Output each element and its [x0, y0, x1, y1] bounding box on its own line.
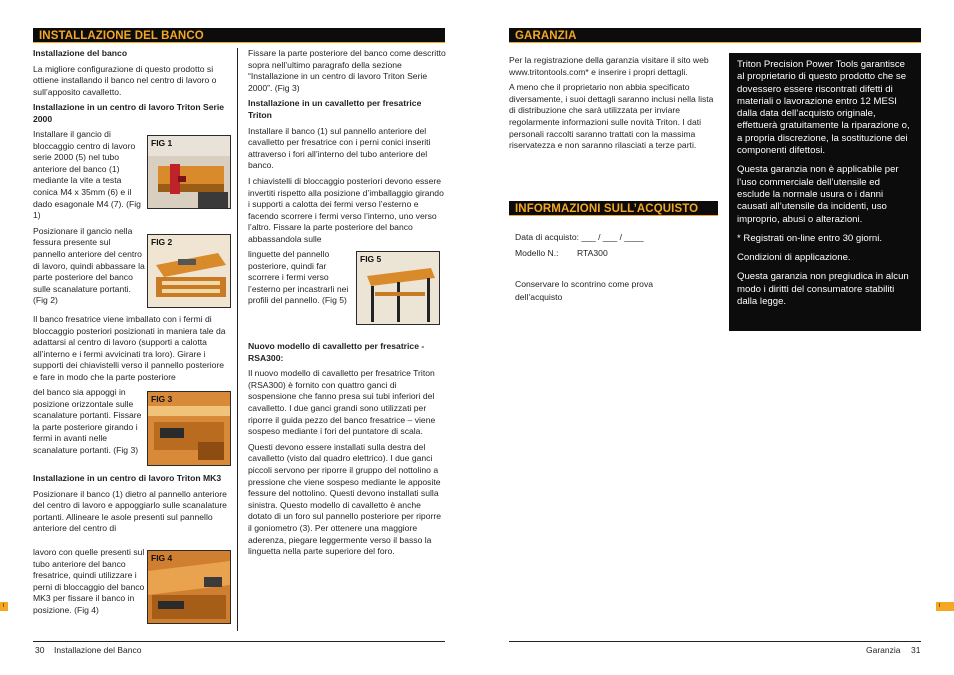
paragraph: * Registrati on-line entro 30 giorni. [737, 232, 883, 244]
footer-rule [33, 641, 445, 642]
col1-intro [33, 48, 231, 130]
paragraph: Condizioni di applicazione. [737, 252, 851, 264]
paragraph: La migliore configurazione di questo prodotto si ottiene installando il banco nel centro di lavoro o sull’apposito cavalletto. [33, 63, 217, 97]
section-header-acquisto: INFORMAZIONI SULL’ACQUISTO [509, 201, 718, 216]
figure-1 [147, 135, 231, 209]
col1-fig4-text [33, 547, 146, 621]
paragraph: I chiavistelli di bloccaggio posteriori devono essere invertiti rispetto alla posizione d’imballaggio girando i supporti a calotta dei fermi verso l’esterno e facendo scorrere i fermi verso l’interno, uno verso l’altro. Fissare la parte posteriore del banco abbassandola sulle [248, 175, 444, 244]
paragraph: lavoro con quelle presenti sul tubo anteriore del banco fresatrice, quindi utilizzare i perni di bloccaggio del banco MK3 per fissare il banco in posizione. (Fig 4) [33, 547, 145, 615]
paragraph: Questa garanzia non è applicabile per l’uso commerciale dell’utensile ed esclude la normale usura o i danni causati all’utensile da incidenti, uso improprio, abusi o alterazioni. [737, 164, 899, 225]
figure-label: FIG 1 [151, 138, 173, 148]
paragraph: Fissare la parte posteriore del banco come descritto sopra nell’ultimo paragrafo della sezione “Installazione in un centro di lavoro Triton Serie 2000”. (Fig 3) [248, 48, 446, 93]
keep-receipt-note: Conservare lo scontrino come prova dell’acquisto [515, 279, 654, 302]
paragraph: del banco sia appoggi in posizione orizzontale sulle scanalature portanti. Fissare la parte posteriore girando i fermi in avanti nelle scanalature portanti. (Fig 3) [33, 387, 142, 455]
col1-mid-text [33, 314, 231, 388]
paragraph: Posizionare il banco (1) dietro al pannello anteriore del centro di lavoro e appoggiarlo sulle scanalature portanti. Allineare le asole presenti sul pannello anteriore del centro di [33, 488, 227, 534]
col1-fig3-text [33, 387, 146, 461]
col2-bottom [248, 341, 446, 562]
paragraph: Questa garanzia non pregiudica in alcun modo i diritti del consumatore stabiliti dalla legge. [737, 271, 909, 308]
section-header-garanzia: GARANZIA [509, 28, 921, 43]
model-label: Modello N.: [515, 248, 559, 258]
model-value: RTA300 [577, 248, 608, 258]
col2-fig5-text [248, 249, 352, 311]
column-divider [237, 48, 238, 631]
figure-label: FIG 5 [360, 254, 382, 264]
section-tab-marker: I [0, 602, 8, 611]
footer-title: Garanzia [866, 645, 901, 655]
col1-fig1-text [33, 129, 145, 311]
purchase-date-field: Data di acquisto: ___ / ___ / ____ [515, 232, 644, 242]
figure-label: FIG 2 [151, 237, 173, 247]
subheading: Installazione in un centro di lavoro Triton Serie 2000 [33, 102, 225, 124]
paragraph: Il banco fresatrice viene imballato con i fermi di bloccaggio posteriori posizionati in maniera tale da adattarsi al centro di lavoro (supporti a calotta all’interno e i fermi avvicinati tra loro). Girare i supporti dei chiavistelli verso il pannello posteriore e fare in modo che la parte posteriore [33, 314, 226, 382]
subheading: Installazione del banco [33, 48, 128, 58]
subheading: Installazione in un centro di lavoro Triton MK3 [33, 473, 222, 483]
footer-title: Installazione del Banco [54, 645, 142, 655]
col1-mk3 [33, 473, 231, 539]
figure-label: FIG 3 [151, 394, 173, 404]
paragraph: Posizionare il gancio nella fessura presente sul pannello anteriore del centro di lavoro, quindi abbassare la parte posteriore del banco sulle scanalature portanti. (Fig 2) [33, 225, 145, 306]
paragraph: A meno che il proprietario non abbia specificato diversamente, i suoi dettagli saranno inclusi nella lista di distribuzione che sarà utilizzata per inviare regolarmente informazioni sulle novità Triton. I dati personali raccolti saranno trattati con la massima riservatezza e non saranno rilasciati a terze parti. [509, 82, 714, 151]
col2-top [248, 48, 446, 250]
paragraph: linguette del pannello posteriore, quindi far scorrere i fermi verso l’esterno per incastrarli nei profili del pannello. (Fig 5) [248, 249, 349, 306]
paragraph: Per la registrazione della garanzia visitare il sito web www.tritontools.com* e inserire i propri dettagli. [509, 55, 709, 77]
paragraph: Il nuovo modello di cavalletto per fresatrice Triton (RSA300) è fornito con quattro ganci di sospensione che fanno presa sui tubi inferiori del cavalletto. I due ganci grandi sono utilizzati per riporre il guida pezzo del banco fresatrice – viene sospeso mediante i fori del puntatore di scala. [248, 368, 436, 437]
section-header-installazione: INSTALLAZIONE DEL BANCO [33, 28, 445, 43]
figure-label: FIG 4 [151, 553, 173, 563]
page-number: 30 [35, 645, 45, 655]
figure-5 [356, 251, 440, 325]
figure-2 [147, 234, 231, 308]
paragraph: Triton Precision Power Tools garantisce al proprietario di questo prodotto che se dovessero essere riscontrati difetti di materiali o lavorazione entro 12 MESI dalla data dell’acquisto originale, effettuerà gratuitamente la riparazione o, a propria discrezione, la sostituzione dei componenti difettosi. [737, 59, 910, 157]
page-number: 31 [911, 645, 921, 655]
figure-4 [147, 550, 231, 624]
warranty-intro [509, 55, 715, 156]
paragraph: Installare il banco (1) sul pannello anteriore del cavalletto per fresatrice con i perni conici inseriti attraverso i fori all’interno del tubo anteriore del banco. [248, 125, 431, 171]
paragraph: Questi devono essere installati sulla destra del cavalletto (visto dal quadro elettrico). I due ganci piccoli servono per riporre il gruppo del nottolino a pressione che viene sospeso mediante le apposite fessure del nottolino. Questi devono installati sulla sinistra. Questo modello di cavalletto è anche dotato di un foro sul pannello posteriore per riporre il goniometro (3). Per ottenere una maggiore aderenza, piegare leggermente verso il basso la linguetta nella parte superiore del foro. [248, 441, 441, 557]
warranty-terms-box [729, 53, 921, 331]
figure-3 [147, 391, 231, 466]
paragraph: Installare il gancio di bloccaggio centro di lavoro serie 2000 (5) nel tubo anteriore del banco (1) mediante la vite a testa conica M4 x 35mm (6) e il dado esagonale M4 (7). (Fig 1) [33, 129, 141, 221]
section-tab-marker: I [936, 602, 954, 611]
subheading: Installazione in un cavalletto per fresatrice Triton [248, 98, 422, 120]
footer-rule [509, 641, 921, 642]
subheading: Nuovo modello di cavalletto per fresatrice - RSA300: [248, 341, 425, 363]
